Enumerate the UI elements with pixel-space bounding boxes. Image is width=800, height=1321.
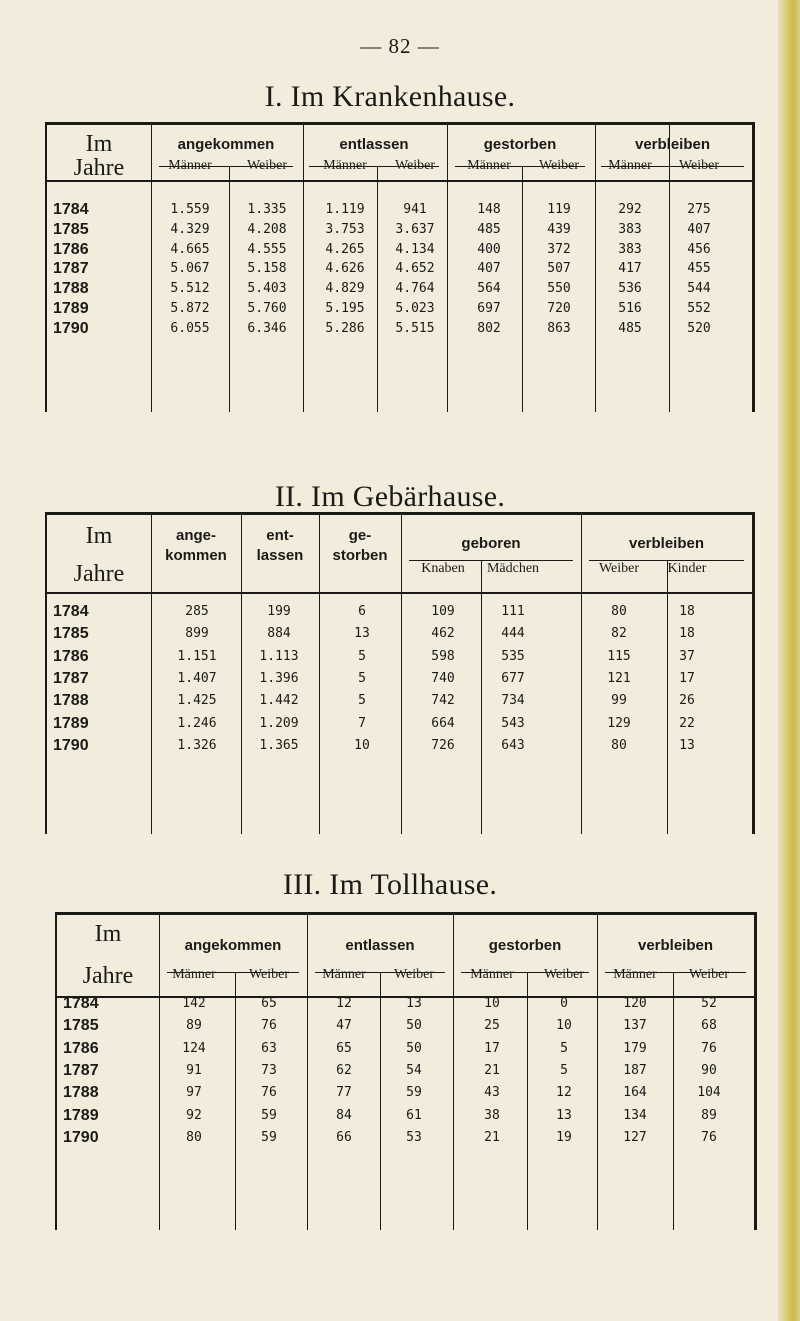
table-cell: 104 <box>697 1085 721 1101</box>
table-cell: 76 <box>701 1129 717 1145</box>
table-cell: 21 <box>484 1062 500 1078</box>
table-cell: 26 <box>679 693 695 709</box>
group-header: gestorben <box>483 136 557 153</box>
table-cell: 12 <box>556 1085 572 1101</box>
table-cell: 720 <box>547 301 571 316</box>
statistics-table <box>45 512 755 834</box>
table-cell: 134 <box>623 1107 647 1123</box>
table-cell: 564 <box>477 281 501 297</box>
table-cell: 5 <box>358 670 366 686</box>
table-cell: 439 <box>547 221 571 237</box>
sub-header: Männer <box>322 967 366 982</box>
sub-header: Weiber <box>598 561 640 576</box>
year-cell: 1784 <box>53 603 89 620</box>
im-label: Im <box>85 131 113 157</box>
table-cell: 4.665 <box>170 241 210 257</box>
year-cell: 1788 <box>53 280 89 298</box>
table-cell: 84 <box>336 1107 352 1123</box>
group-header: geboren <box>461 535 521 552</box>
table-cell: 4.652 <box>395 261 435 277</box>
table-cell: 383 <box>618 241 642 257</box>
table-cell: 119 <box>547 202 571 217</box>
table-cell: 407 <box>477 261 501 277</box>
year-cell: 1785 <box>53 220 89 238</box>
table-cell: 111 <box>501 604 525 619</box>
table-cell: 550 <box>547 281 571 297</box>
table-cell: 65 <box>336 1040 352 1056</box>
jahre-label: Jahre <box>82 963 134 989</box>
table-cell: 455 <box>687 261 711 277</box>
sub-header: Weiber <box>688 967 730 982</box>
group-header: ange- kommen <box>165 527 227 565</box>
table-cell: 552 <box>687 301 711 316</box>
table-cell: 543 <box>501 715 525 731</box>
table-cell: 516 <box>618 301 642 316</box>
table-cell: 13 <box>406 996 422 1011</box>
table-cell: 53 <box>406 1129 422 1145</box>
table-cell: 47 <box>336 1018 352 1034</box>
sub-header: Weiber <box>393 967 435 982</box>
table-cell: 179 <box>623 1040 647 1056</box>
table-cell: 5.872 <box>170 301 210 316</box>
table-cell: 1.119 <box>325 202 365 217</box>
table-cell: 80 <box>611 604 627 619</box>
table-cell: 802 <box>477 320 501 336</box>
table-cell: 187 <box>623 1062 647 1078</box>
table-cell: 292 <box>618 202 642 217</box>
table-cell: 59 <box>261 1129 277 1145</box>
table-cell: 407 <box>687 221 711 237</box>
year-cell: 1790 <box>53 319 89 337</box>
sub-header: Männer <box>613 967 657 982</box>
table-cell: 13 <box>556 1107 572 1123</box>
table-cell: 97 <box>186 1085 202 1101</box>
table-cell: 65 <box>261 996 277 1011</box>
table-cell: 61 <box>406 1107 422 1123</box>
table-cell: 109 <box>431 604 455 619</box>
table-cell: 456 <box>687 241 711 257</box>
table-cell: 148 <box>477 202 501 217</box>
table-cell: 507 <box>547 261 571 277</box>
table-cell: 740 <box>431 670 455 686</box>
column-rule <box>453 912 454 1230</box>
table-cell: 22 <box>679 715 695 731</box>
table-cell: 121 <box>607 670 631 686</box>
table-cell: 1.209 <box>259 715 299 731</box>
table-cell: 120 <box>623 996 647 1011</box>
table-cell: 941 <box>403 202 427 217</box>
table-cell: 884 <box>267 626 291 642</box>
year-cell: 1790 <box>53 736 89 754</box>
group-header: angekommen <box>184 937 282 954</box>
section-title: II. Im Gebärhause. <box>274 480 506 513</box>
table-cell: 91 <box>186 1062 202 1078</box>
table-cell: 124 <box>182 1040 206 1056</box>
sub-header: Weiber <box>246 158 288 173</box>
table-cell: 63 <box>261 1040 277 1056</box>
table-cell: 76 <box>261 1085 277 1101</box>
year-cell: 1787 <box>63 1061 99 1079</box>
table-cell: 1.407 <box>177 670 217 686</box>
im-label: Im <box>85 523 113 549</box>
table-cell: 80 <box>611 737 627 753</box>
table-cell: 18 <box>679 626 695 642</box>
year-cell: 1785 <box>53 625 89 643</box>
table-cell: 129 <box>607 715 631 731</box>
table-cell: 5 <box>560 1062 568 1078</box>
table-cell: 68 <box>701 1018 717 1034</box>
sub-header: Männer <box>172 967 216 982</box>
table-cell: 50 <box>406 1018 422 1034</box>
table-cell: 164 <box>623 1085 647 1101</box>
table-cell: 485 <box>618 320 642 336</box>
sub-header: Weiber <box>678 158 720 173</box>
table-cell: 13 <box>679 737 695 753</box>
table-cell: 77 <box>336 1085 352 1101</box>
table-cell: 137 <box>623 1018 647 1034</box>
table-cell: 80 <box>186 1129 202 1145</box>
table-cell: 1.246 <box>177 715 217 731</box>
year-cell: 1787 <box>53 260 89 278</box>
statistics-table <box>55 912 757 1230</box>
table-cell: 4.329 <box>170 221 210 237</box>
sub-header: Kinder <box>667 561 707 576</box>
table-cell: 43 <box>484 1085 500 1101</box>
table-cell: 4.626 <box>325 261 365 277</box>
year-cell: 1786 <box>63 1039 99 1057</box>
year-cell: 1788 <box>53 692 89 710</box>
table-cell: 5.158 <box>247 261 287 277</box>
table-top-rule <box>55 912 757 915</box>
table-cell: 76 <box>701 1040 717 1056</box>
table-cell: 5.403 <box>247 281 287 297</box>
table-cell: 199 <box>267 604 291 619</box>
table-cell: 127 <box>623 1129 647 1145</box>
table-cell: 17 <box>484 1040 500 1056</box>
column-rule <box>401 512 402 834</box>
year-cell: 1789 <box>53 300 89 317</box>
table-cell: 1.335 <box>247 202 287 217</box>
table-cell: 12 <box>336 996 352 1011</box>
year-cell: 1790 <box>63 1128 99 1146</box>
table-cell: 383 <box>618 221 642 237</box>
column-rule <box>307 912 308 1230</box>
sub-header: Weiber <box>543 967 585 982</box>
sub-header: Männer <box>470 967 514 982</box>
year-cell: 1787 <box>53 669 89 687</box>
table-cell: 5 <box>560 1040 568 1056</box>
table-cell: 734 <box>501 693 525 709</box>
table-cell: 52 <box>701 996 717 1011</box>
table-cell: 664 <box>431 715 455 731</box>
table-cell: 73 <box>261 1062 277 1078</box>
table-cell: 1.442 <box>259 693 299 709</box>
im-label: Im <box>94 921 122 947</box>
group-header: entlassen <box>339 136 409 153</box>
table-cell: 37 <box>679 648 695 664</box>
sub-header: Männer <box>608 158 652 173</box>
table-cell: 3.753 <box>325 221 365 237</box>
table-cell: 17 <box>679 670 695 686</box>
table-cell: 400 <box>477 241 501 257</box>
table-cell: 485 <box>477 221 501 237</box>
group-header: ent- lassen <box>256 527 304 565</box>
table-cell: 275 <box>687 202 711 217</box>
section-title: III. Im Tollhause. <box>282 868 498 901</box>
group-header: verbleiben <box>634 136 711 153</box>
sub-header: Weiber <box>394 158 436 173</box>
table-cell: 4.134 <box>395 241 435 257</box>
section-title: I. Im Krankenhause. <box>264 80 516 113</box>
table-cell: 4.265 <box>325 241 365 257</box>
table-cell: 598 <box>431 648 455 664</box>
table-cell: 38 <box>484 1107 500 1123</box>
sub-header: Weiber <box>538 158 580 173</box>
table-cell: 76 <box>261 1018 277 1034</box>
table-cell: 54 <box>406 1062 422 1078</box>
year-cell: 1786 <box>53 240 89 258</box>
table-cell: 7 <box>358 715 366 731</box>
sub-header: Weiber <box>248 967 290 982</box>
table-cell: 5 <box>358 648 366 664</box>
table-cell: 5.760 <box>247 301 287 316</box>
table-cell: 1.396 <box>259 670 299 686</box>
table-cell: 99 <box>611 693 627 709</box>
group-header: entlassen <box>345 937 415 954</box>
table-cell: 10 <box>354 737 370 753</box>
year-cell: 1788 <box>63 1084 99 1102</box>
table-cell: 462 <box>431 626 455 642</box>
table-cell: 1.113 <box>259 648 299 664</box>
table-cell: 5.286 <box>325 320 365 336</box>
sub-header: Knaben <box>421 561 465 576</box>
table-cell: 4.208 <box>247 221 287 237</box>
page-number: — 82 — <box>360 34 440 58</box>
table-cell: 10 <box>556 1018 572 1034</box>
statistics-table <box>45 122 755 412</box>
sub-header: Männer <box>323 158 367 173</box>
table-cell: 726 <box>431 737 455 753</box>
table-cell: 417 <box>618 261 642 277</box>
page-edge <box>778 0 800 1321</box>
table-cell: 6 <box>358 604 366 619</box>
year-cell: 1789 <box>53 714 89 732</box>
jahre-label: Jahre <box>73 561 125 587</box>
group-header: verbleiben <box>637 937 714 954</box>
table-cell: 1.365 <box>259 737 299 753</box>
table-cell: 899 <box>185 626 209 642</box>
group-header: angekommen <box>177 136 275 153</box>
year-cell: 1784 <box>53 201 89 218</box>
table-cell: 372 <box>547 241 571 257</box>
table-cell: 59 <box>406 1085 422 1101</box>
group-header: ge- storben <box>332 527 388 565</box>
table-cell: 90 <box>701 1062 717 1078</box>
table-cell: 66 <box>336 1129 352 1145</box>
table-cell: 10 <box>484 996 500 1011</box>
table-cell: 4.764 <box>395 281 435 297</box>
table-cell: 3.637 <box>395 221 435 237</box>
table-cell: 1.326 <box>177 737 217 753</box>
table-cell: 5 <box>358 693 366 709</box>
table-cell: 19 <box>556 1129 572 1145</box>
table-cell: 6.346 <box>247 320 287 336</box>
table-cell: 62 <box>336 1062 352 1078</box>
year-cell: 1784 <box>63 995 99 1012</box>
table-cell: 697 <box>477 301 501 316</box>
group-header: verbleiben <box>628 535 705 552</box>
table-cell: 5.023 <box>395 301 435 316</box>
table-cell: 89 <box>701 1107 717 1123</box>
sub-header: Männer <box>168 158 212 173</box>
table-cell: 285 <box>185 604 209 619</box>
table-cell: 535 <box>501 648 525 664</box>
table-cell: 21 <box>484 1129 500 1145</box>
table-cell: 82 <box>611 626 627 642</box>
sub-header: Mädchen <box>486 561 540 576</box>
table-cell: 5.067 <box>170 261 210 277</box>
table-cell: 50 <box>406 1040 422 1056</box>
jahre-label: Jahre <box>73 155 125 181</box>
table-cell: 25 <box>484 1018 500 1034</box>
table-cell: 1.425 <box>177 693 217 709</box>
table-cell: 677 <box>501 670 525 686</box>
table-cell: 863 <box>547 320 571 336</box>
table-cell: 444 <box>501 626 525 642</box>
table-cell: 4.829 <box>325 281 365 297</box>
table-cell: 13 <box>354 626 370 642</box>
table-cell: 142 <box>182 996 206 1011</box>
table-cell: 520 <box>687 320 711 336</box>
table-cell: 5.195 <box>325 301 365 316</box>
table-cell: 1.559 <box>170 202 210 217</box>
year-cell: 1785 <box>63 1017 99 1035</box>
table-cell: 115 <box>607 648 631 664</box>
group-header: gestorben <box>488 937 562 954</box>
table-cell: 643 <box>501 737 525 753</box>
table-cell: 544 <box>687 281 711 297</box>
year-cell: 1786 <box>53 647 89 665</box>
table-cell: 92 <box>186 1107 202 1123</box>
sub-header: Männer <box>467 158 511 173</box>
table-cell: 5.515 <box>395 320 435 336</box>
table-cell: 89 <box>186 1018 202 1034</box>
table-cell: 59 <box>261 1107 277 1123</box>
table-cell: 5.512 <box>170 281 210 297</box>
table-cell: 6.055 <box>170 320 210 336</box>
table-cell: 4.555 <box>247 241 287 257</box>
table-cell: 0 <box>560 996 568 1011</box>
table-cell: 18 <box>679 604 695 619</box>
table-cell: 742 <box>431 693 455 709</box>
table-cell: 536 <box>618 281 642 297</box>
year-cell: 1789 <box>63 1106 99 1124</box>
table-cell: 1.151 <box>177 648 217 664</box>
